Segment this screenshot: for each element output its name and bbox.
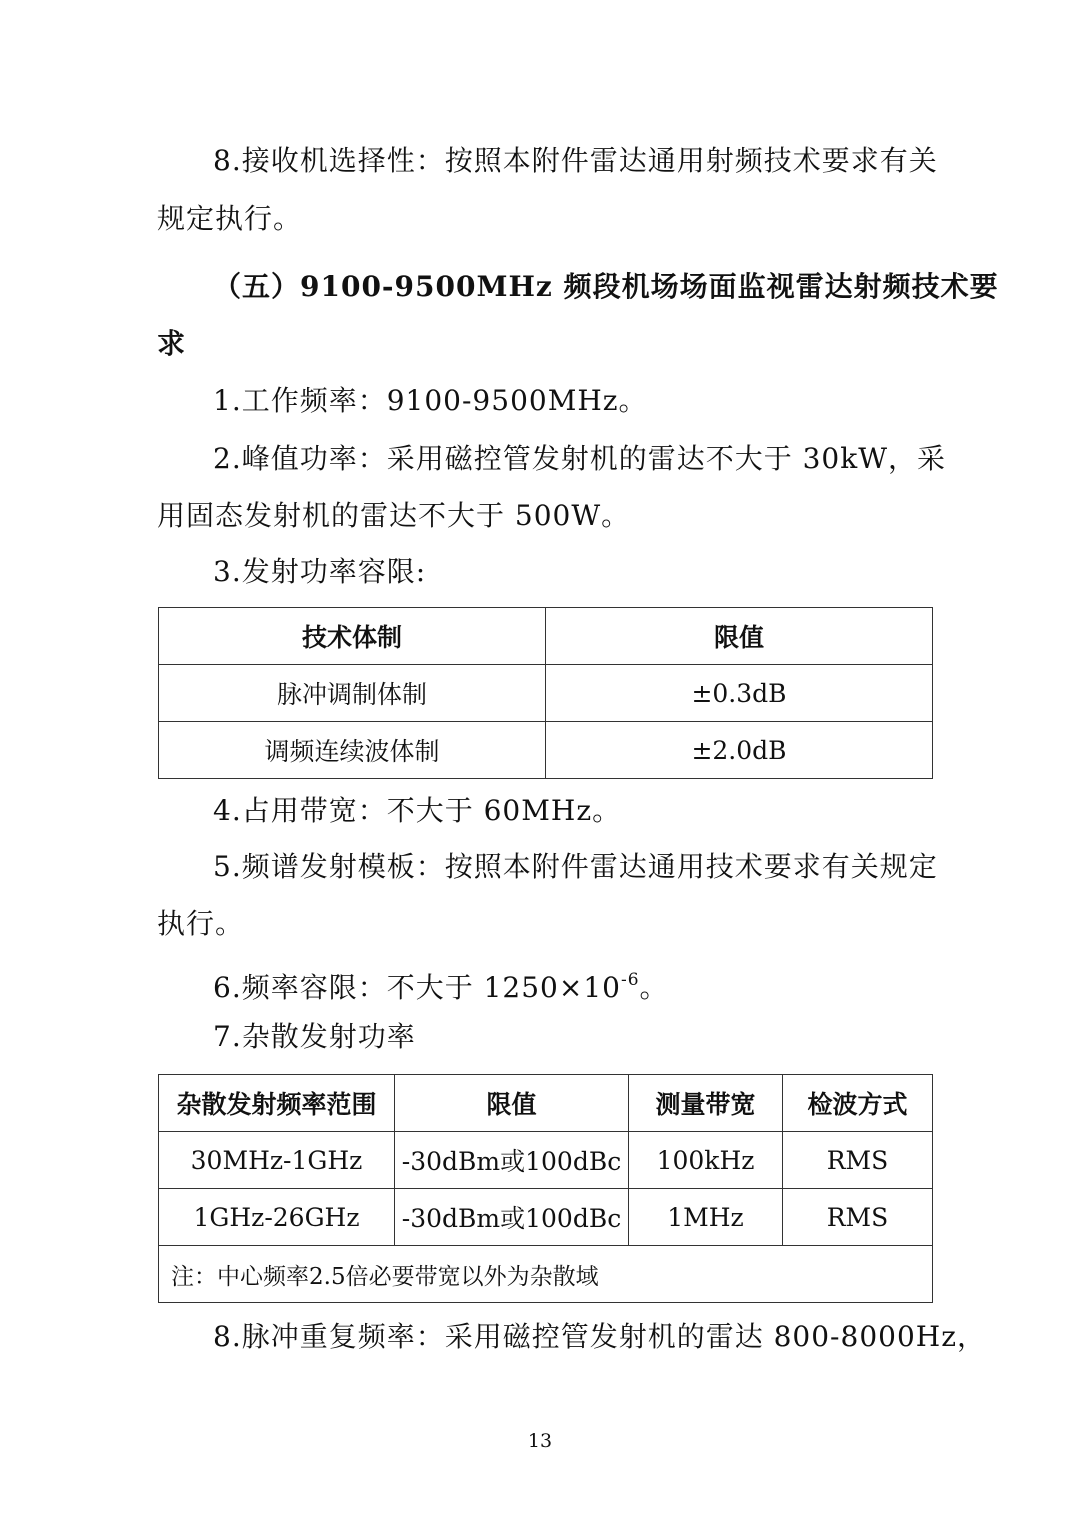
section-heading: （五）9100-9500MHz 频段机场场面监视雷达射频技术要 xyxy=(213,270,999,303)
header-cell: 限值 xyxy=(546,608,933,665)
table-cell: ±2.0dB xyxy=(546,722,933,779)
header-cell: 检波方式 xyxy=(783,1075,933,1132)
frequency-tolerance-suffix: 。 xyxy=(639,971,669,1004)
paragraph-emission-mask: 5.频谱发射模板：按照本附件雷达通用技术要求有关规定 xyxy=(213,850,938,883)
table-cell: RMS xyxy=(783,1189,933,1246)
paragraph-spurious-emission: 7.杂散发射功率 xyxy=(213,1020,416,1053)
paragraph-operating-frequency: 1.工作频率：9100-9500MHz。 xyxy=(213,384,648,417)
power-tolerance-table xyxy=(158,607,933,779)
table-cell: -30dBm或100dBc xyxy=(395,1189,629,1246)
table-row xyxy=(159,1189,933,1246)
paragraph-receiver-selectivity: 8.接收机选择性：按照本附件雷达通用射频技术要求有关 xyxy=(213,144,938,177)
header-cell: 杂散发射频率范围 xyxy=(159,1075,395,1132)
section-heading-cont: 求 xyxy=(157,327,187,360)
table-row xyxy=(159,665,933,722)
table-cell: ±0.3dB xyxy=(546,665,933,722)
table-cell: 调频连续波体制 xyxy=(159,722,546,779)
paragraph-frequency-tolerance xyxy=(213,961,993,1007)
table-cell: 脉冲调制体制 xyxy=(159,665,546,722)
table-header-row xyxy=(159,1075,933,1132)
paragraph-peak-power-cont: 用固态发射机的雷达不大于 500W。 xyxy=(157,499,631,532)
table-row xyxy=(159,722,933,779)
paragraph-power-tolerance: 3.发射功率容限: xyxy=(213,555,427,588)
table-cell: RMS xyxy=(783,1132,933,1189)
header-cell: 限值 xyxy=(395,1075,629,1132)
table-row xyxy=(159,1132,933,1189)
header-cell: 技术体制 xyxy=(159,608,546,665)
paragraph-occupied-bandwidth: 4.占用带宽：不大于 60MHz。 xyxy=(213,794,622,827)
table-note: 注：中心频率2.5倍必要带宽以外为杂散域 xyxy=(159,1246,933,1303)
table-note-row xyxy=(159,1246,933,1303)
paragraph-pulse-repetition-frequency: 8.脉冲重复频率：采用磁控管发射机的雷达 800-8000Hz， xyxy=(213,1320,986,1353)
spurious-emission-table xyxy=(158,1074,933,1303)
paragraph-receiver-selectivity-cont: 规定执行。 xyxy=(157,202,303,235)
table-header-row xyxy=(159,608,933,665)
table-cell: 100kHz xyxy=(629,1132,783,1189)
table-cell: 30MHz-1GHz xyxy=(159,1132,395,1189)
frequency-tolerance-exponent: -6 xyxy=(620,970,640,990)
header-cell: 测量带宽 xyxy=(629,1075,783,1132)
table-cell: -30dBm或100dBc xyxy=(395,1132,629,1189)
table-cell: 1MHz xyxy=(629,1189,783,1246)
frequency-tolerance-text: 6.频率容限：不大于 1250×10 xyxy=(213,971,621,1004)
paragraph-emission-mask-cont: 执行。 xyxy=(157,907,245,940)
paragraph-peak-power: 2.峰值功率：采用磁控管发射机的雷达不大于 30kW，采 xyxy=(213,442,946,475)
page-number: 13 xyxy=(527,1430,553,1452)
table-cell: 1GHz-26GHz xyxy=(159,1189,395,1246)
